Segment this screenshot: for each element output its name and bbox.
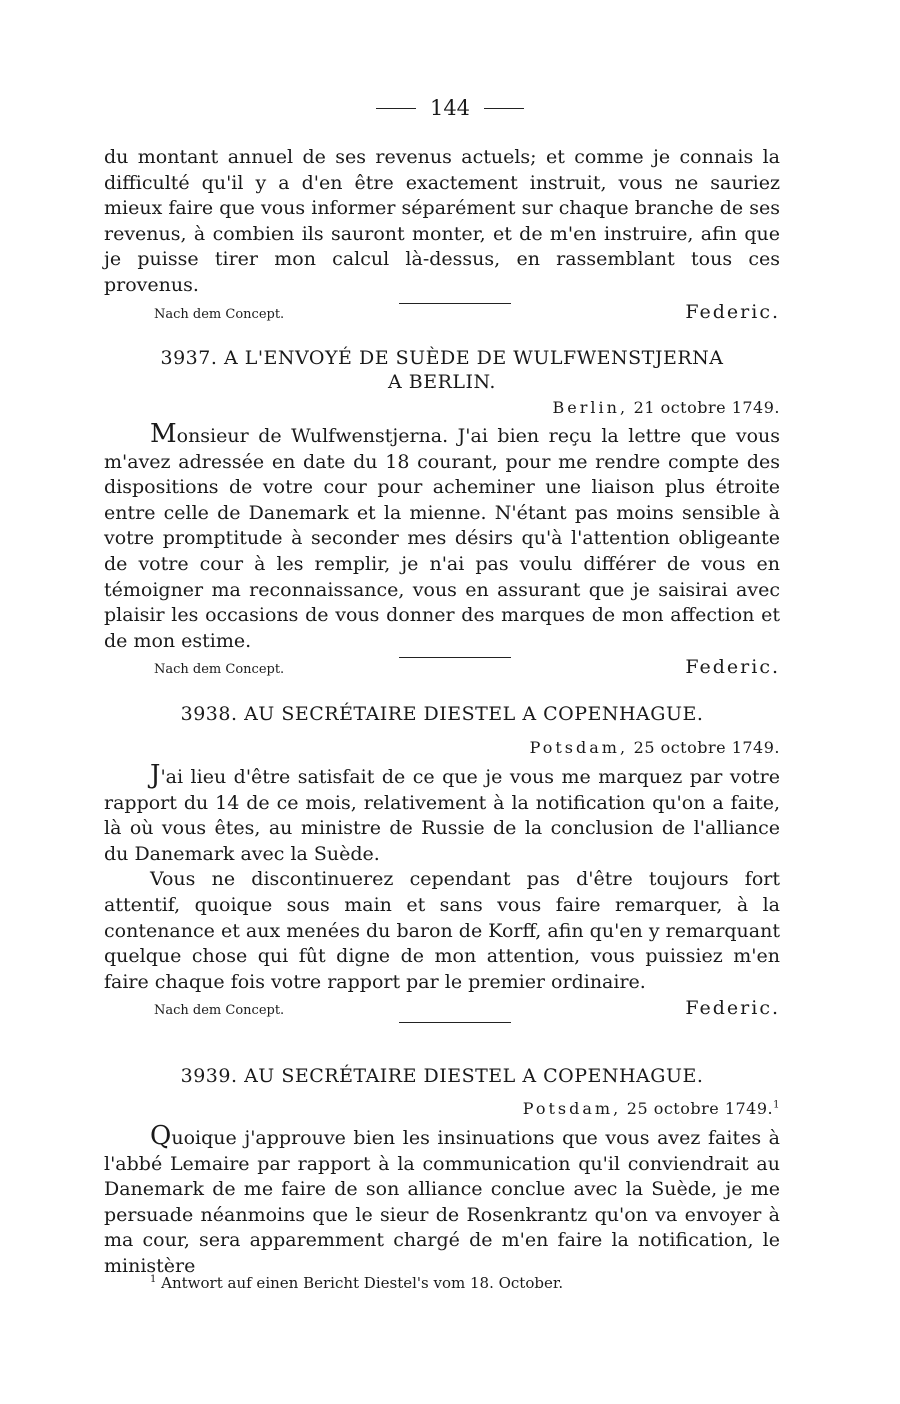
- date-text: 25 octobre 1749.: [633, 738, 780, 757]
- footnote-mark: 1: [150, 1274, 157, 1285]
- dateline: [530, 738, 780, 757]
- initial-letter: J: [150, 760, 161, 790]
- letter-heading: [104, 346, 780, 394]
- page-number: 144: [429, 96, 471, 120]
- header-dash-right: [484, 108, 524, 109]
- signature: Federic.: [685, 656, 780, 679]
- letter-paragraph: [104, 1121, 780, 1280]
- letter-heading-line-1: [104, 346, 780, 370]
- dateline: [523, 1099, 780, 1118]
- letter-paragraph: Vous ne discontinuerez cependant pas d'être toujours fort attentif, quoique sous main et sans vous faire remarquer, à la contenance et aux menées du baron de Korff, afin qu'en y remarquant quelque chose qui fût digne de mon attention, vous puissiez m'en faire chaque fois votre rapport par le premier ordinaire.: [104, 868, 780, 993]
- paragraph-text: onsieur de Wulfwenstjerna. J'ai bien reçu la lettre que vous m'avez adressée en date du 18 courant, pour me rendre compte des dispositions de votre cour pour acheminer une liaison plus étroite entre celle de Danemark et la mienne. N'étant pas moins sensible à votre promptitude à seconder mes désirs qu'à l'attention obligeante de votre cour à les remplir, je n'ai pas voulu différer de vous en témoigner ma reconnaissance, vous en assurant que je saisirai avec plaisir les occasions de vous donner des marques de mon affection et de mon estime.: [104, 425, 780, 652]
- letter-heading: [104, 1064, 780, 1088]
- continuation-text: du montant annuel de ses revenus actuels; et comme je connais la difficulté qu'il y a d'en être exactement instruit, vous ne sauriez mieux faire que vous informer séparément sur chaque branche de ses revenus, à combien ils sauront monter, et de m'en instruire, afin que je puisse tirer mon calcul là-dessus, en rassemblant tous ces provenus.: [104, 146, 780, 296]
- paragraph-text: uoique j'approuve bien les insinuations que vous avez faites à l'abbé Lemaire par rapport à la communication qu'il conviendrait au Danemark de me faire de son alliance conclue avec la Suède, je me persuade néanmoins que le sieur de Rosenkrantz qu'on va envoyer à ma cour, sera apparemment chargé de m'en faire la notification, le ministère: [104, 1127, 780, 1277]
- date-place: Potsdam,: [522, 1099, 622, 1118]
- date-text: 21 octobre 1749.: [633, 398, 780, 417]
- letter-title: AU SECRÉTAIRE DIESTEL A COPENHAGUE.: [244, 1065, 704, 1087]
- initial-letter: M: [150, 419, 177, 449]
- separator-rule: [399, 657, 511, 658]
- date-text: 25 octobre 1749.: [626, 1099, 774, 1118]
- dateline: [553, 398, 780, 417]
- signature: Federic.: [685, 997, 780, 1020]
- separator-rule: [399, 303, 511, 304]
- date-place: Potsdam,: [529, 738, 629, 757]
- letter-number: 3938.: [180, 703, 238, 725]
- letter-closing: [104, 997, 780, 1019]
- letter-heading-line-2: A BERLIN.: [388, 371, 496, 393]
- letter-heading: [104, 702, 780, 726]
- continuation-block: [104, 145, 780, 323]
- letter-paragraph: [104, 419, 780, 654]
- footnote-reference: 1: [773, 1099, 780, 1111]
- letter-heading-line-1: [104, 1064, 780, 1088]
- letter-body: [104, 419, 780, 679]
- source-note: Nach dem Concept.: [154, 306, 285, 322]
- source-note: Nach dem Concept.: [154, 1003, 285, 1019]
- letter-title: AU SECRÉTAIRE DIESTEL A COPENHAGUE.: [244, 703, 704, 725]
- date-place: Berlin,: [552, 398, 629, 417]
- paragraph-text: 'ai lieu d'être satisfait de ce que je vous me marquez par votre rapport du 14 de ce mois, relativement à la notification qu'on a faite, là où vous êtes, au ministre de Russie de la conclusion de l'alliance du Danemark avec la Suède.: [104, 766, 780, 865]
- initial-letter: Q: [150, 1121, 172, 1151]
- letter-closing: [104, 656, 780, 678]
- letter-number: 3939.: [180, 1065, 238, 1087]
- page-header: [0, 96, 900, 120]
- letter-body: [104, 760, 780, 1020]
- footnote-text: Antwort auf einen Bericht Diestel's vom 18. October.: [161, 1274, 564, 1292]
- separator-rule: [399, 1022, 511, 1023]
- footnote: [150, 1274, 563, 1292]
- letter-heading-line-1: [104, 702, 780, 726]
- letter-body: [104, 1121, 780, 1280]
- signature: Federic.: [685, 300, 780, 323]
- letter-title: A L'ENVOYÉ DE SUÈDE DE WULFWENSTJERNA: [223, 347, 724, 369]
- header-dash-left: [376, 108, 416, 109]
- letter-paragraph: [104, 760, 780, 867]
- source-note: Nach dem Concept.: [154, 662, 285, 678]
- letter-number: 3937.: [160, 347, 218, 369]
